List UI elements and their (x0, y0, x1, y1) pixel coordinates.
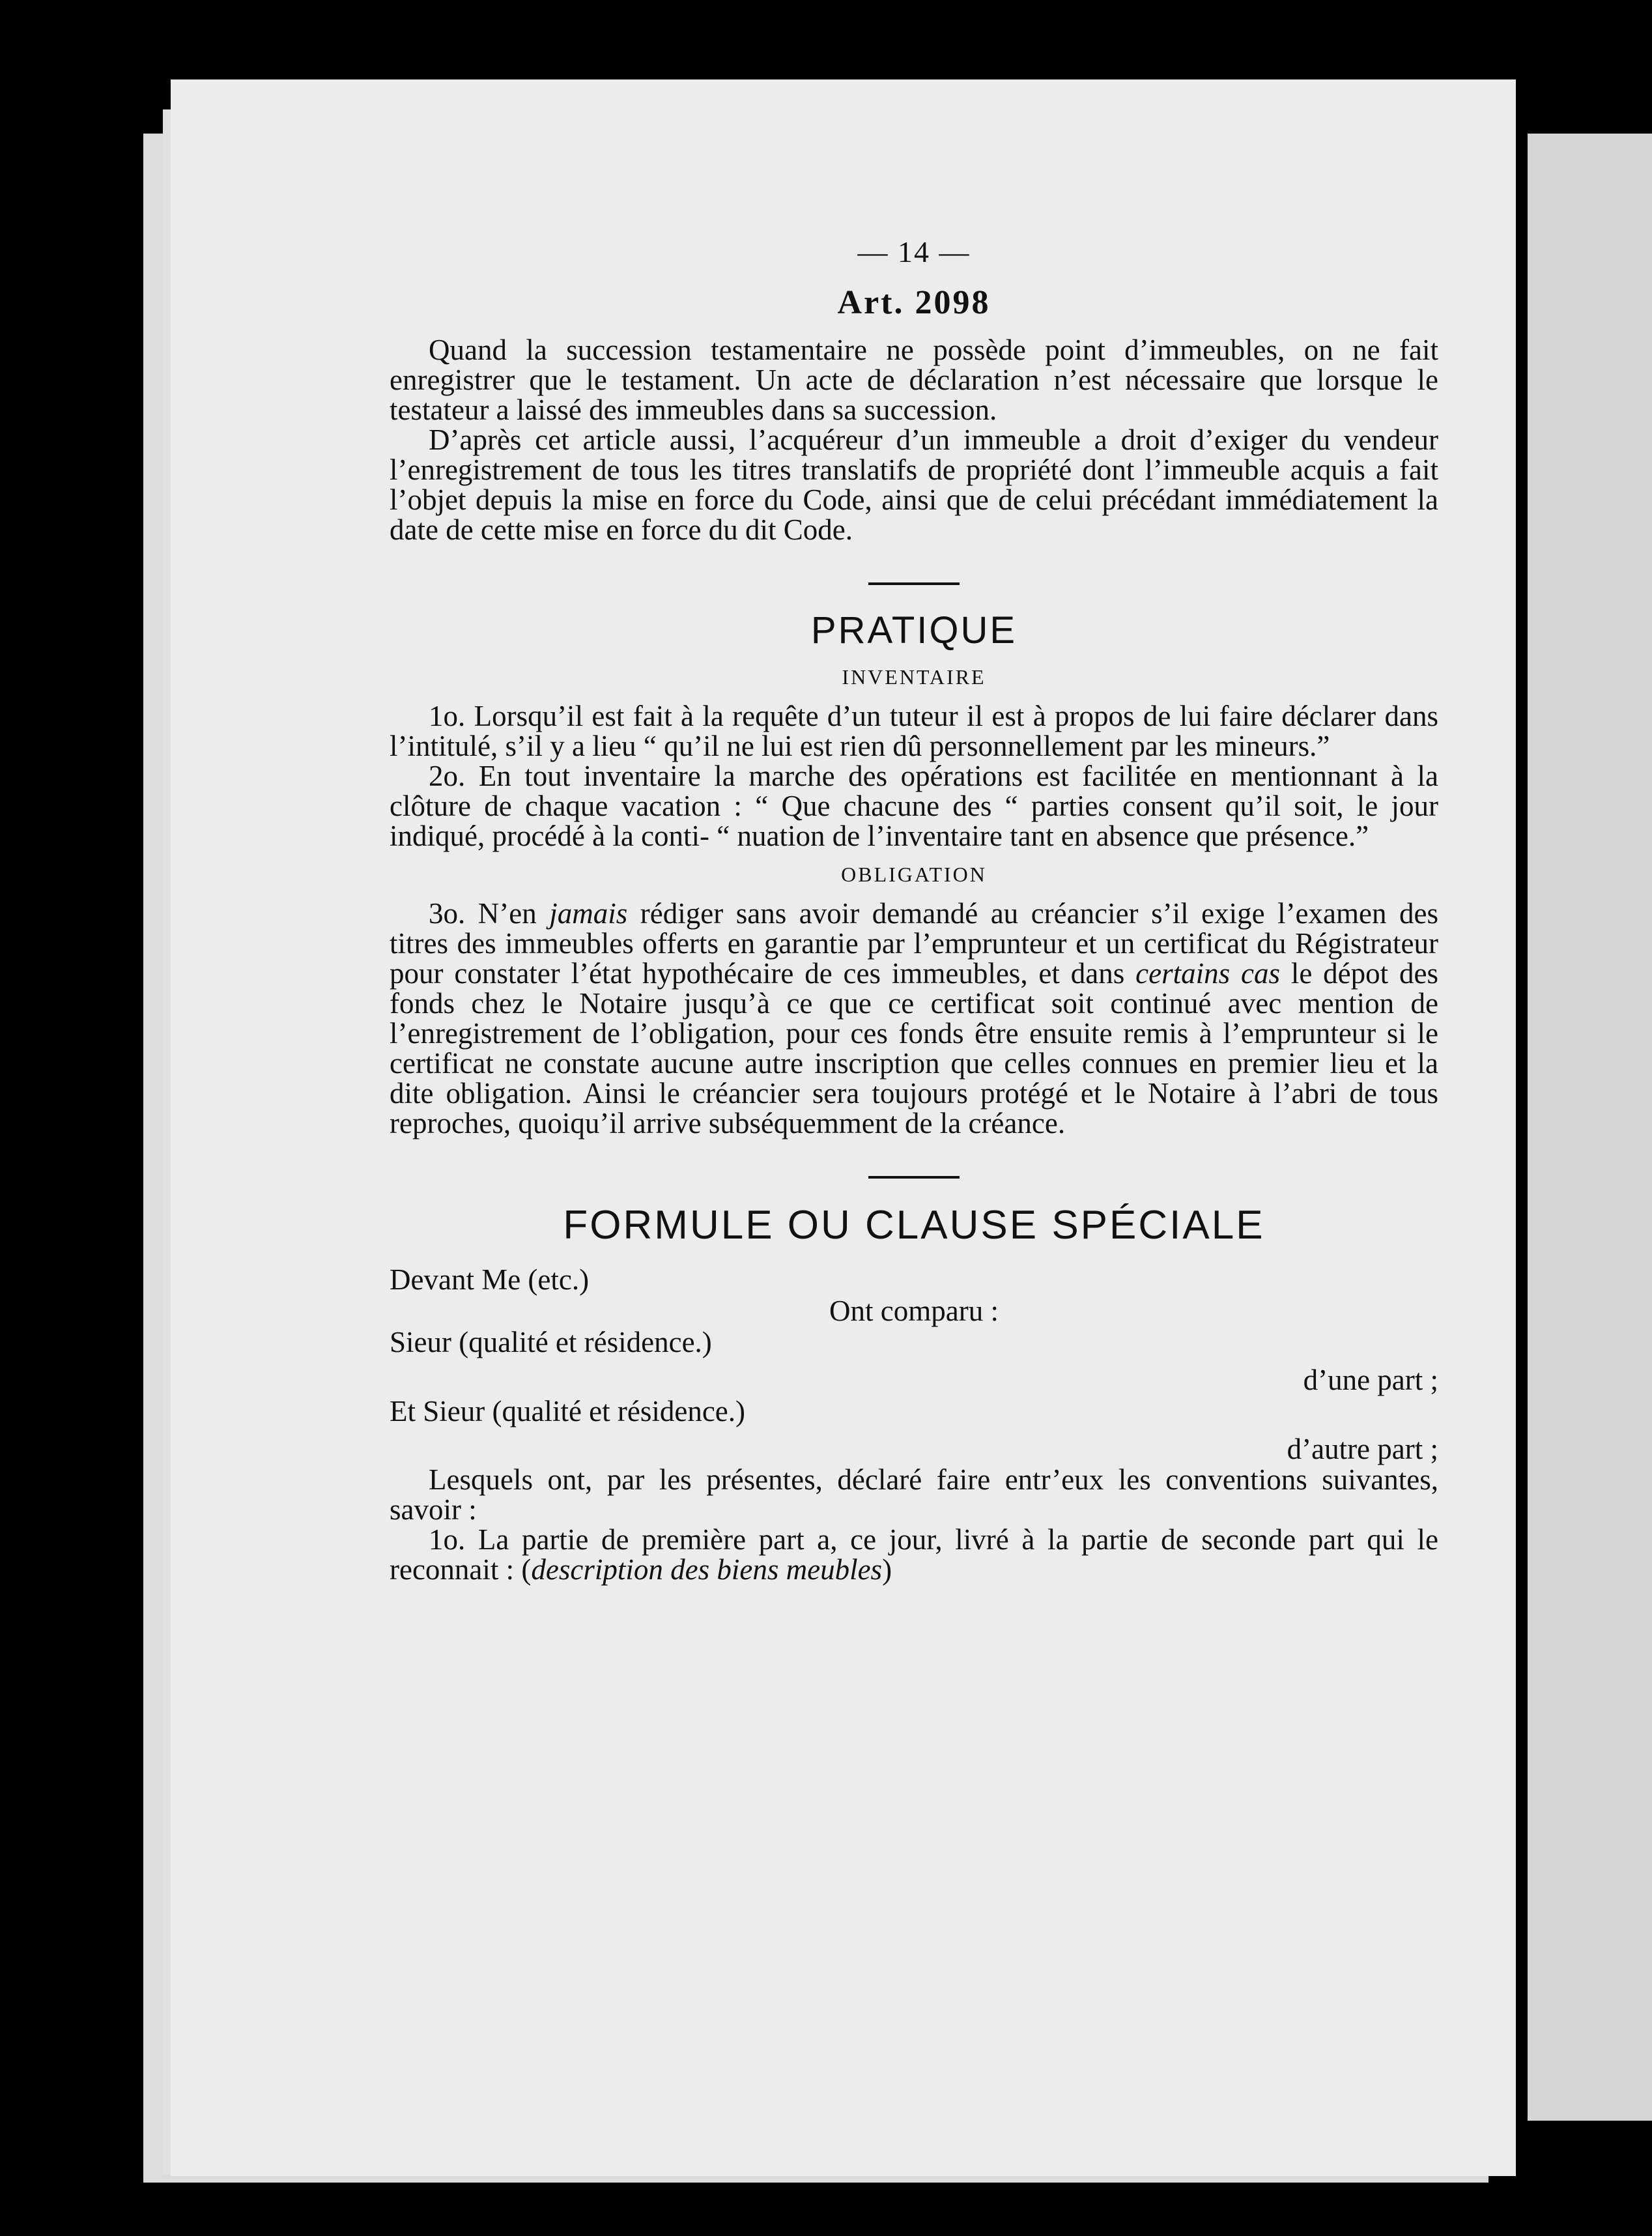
formule-p1-close: ) (882, 1553, 892, 1586)
obligation-emphasis-jamais: jamais (549, 897, 628, 930)
article-title: Art. 2098 (837, 284, 991, 321)
article-paragraph-2: D’après cet article aussi, l’acquéreur d’un immeuble a droit d’exiger du vendeur l’enregistrement de tous les titres translatifs de propriété dont l’immeuble acquis a fait l’objet depuis la mise en force du Code, ainsi que de celui précédant immédiatement la date de cette mise en force du dit Code. (390, 423, 1438, 546)
obligation-text-start: 3o. N’en (429, 897, 550, 930)
formule-paragraph-1 (390, 1525, 1438, 1584)
formule-ont-comparu: Ont comparu : (829, 1295, 999, 1327)
formule-p1-text: 1o. La partie de première part a, ce jour, livré à la partie de seconde part qui le reconnait : ( (390, 1523, 1438, 1586)
obligation-text-end: le dépot des fonds chez le Notaire jusqu’à ce que ce certificat soit continué avec mention de l’enregistrement de l’obligation, pour ces fonds être ensuite remis à l’emprunteur si le certificat ne constate aucune autre inscription que celles connues en premier lieu et la dite obligation. Ainsi le créancier sera toujours protégé et le Notaire à l’abri de tous reproches, quoiqu’il arrive subséquemment de la créance. (390, 957, 1439, 1140)
formule-sieur-2: Et Sieur (qualité et résidence.) (390, 1395, 746, 1427)
obligation-paragraph (390, 898, 1438, 1138)
section-divider (868, 1176, 960, 1179)
page-content (390, 235, 1438, 1584)
formule-devant: Devant Me (etc.) (390, 1263, 590, 1296)
formule-p1-emphasis: description des biens meubles (531, 1553, 883, 1586)
inventaire-paragraph-2: 2o. En tout inventaire la marche des opérations est facilitée en mentionnant à la clôture de chaque vacation : “ Que chacune des “ parties consent qu’il soit, le jour indiqué, procédé à la conti- “ nuation de l’inventaire tant en absence que présence.” (390, 760, 1438, 852)
formule-lesquels: Lesquels ont, par les présentes, déclaré faire entr’eux les conventions suivantes, savoir : (390, 1463, 1438, 1526)
inventaire-heading: INVENTAIRE (842, 665, 986, 689)
page-number: — 14 — (857, 235, 971, 268)
inventaire-paragraph-1: 1o. Lorsqu’il est fait à la requête d’un tuteur il est à propos de lui faire déclarer dans l’intitulé, s’il y a lieu “ qu’il ne lui est rien dû personnellement par les mineurs.” (390, 700, 1438, 762)
obligation-text-middle: rédiger sans avoir demandé au créancier s’il exige l’examen des titres des immeubles offerts en garantie par l’emprunteur et un certificat du Régistrateur pour constater l’état hypothécaire de ces immeubles, et dans (390, 897, 1438, 990)
formule-title: FORMULE OU CLAUSE SPÉCIALE (563, 1203, 1265, 1248)
obligation-heading: OBLIGATION (841, 863, 987, 886)
obligation-emphasis-certains-cas: certains cas (1135, 957, 1280, 990)
section-divider (868, 582, 960, 585)
formule-autre-part: d’autre part ; (1287, 1433, 1438, 1465)
document-page (171, 79, 1516, 2176)
adjacent-page-edge (1528, 134, 1652, 2121)
formule-une-part: d’une part ; (1303, 1364, 1438, 1396)
formule-sieur-1: Sieur (qualité et résidence.) (390, 1326, 712, 1358)
article-paragraph-1: Quand la succession testamentaire ne possède point d’immeubles, on ne fait enregistrer que le testament. Un acte de déclaration n’est nécessaire que lorsque le testateur a laissé des immeubles dans sa succession. (390, 334, 1438, 426)
pratique-title: PRATIQUE (810, 609, 1018, 652)
